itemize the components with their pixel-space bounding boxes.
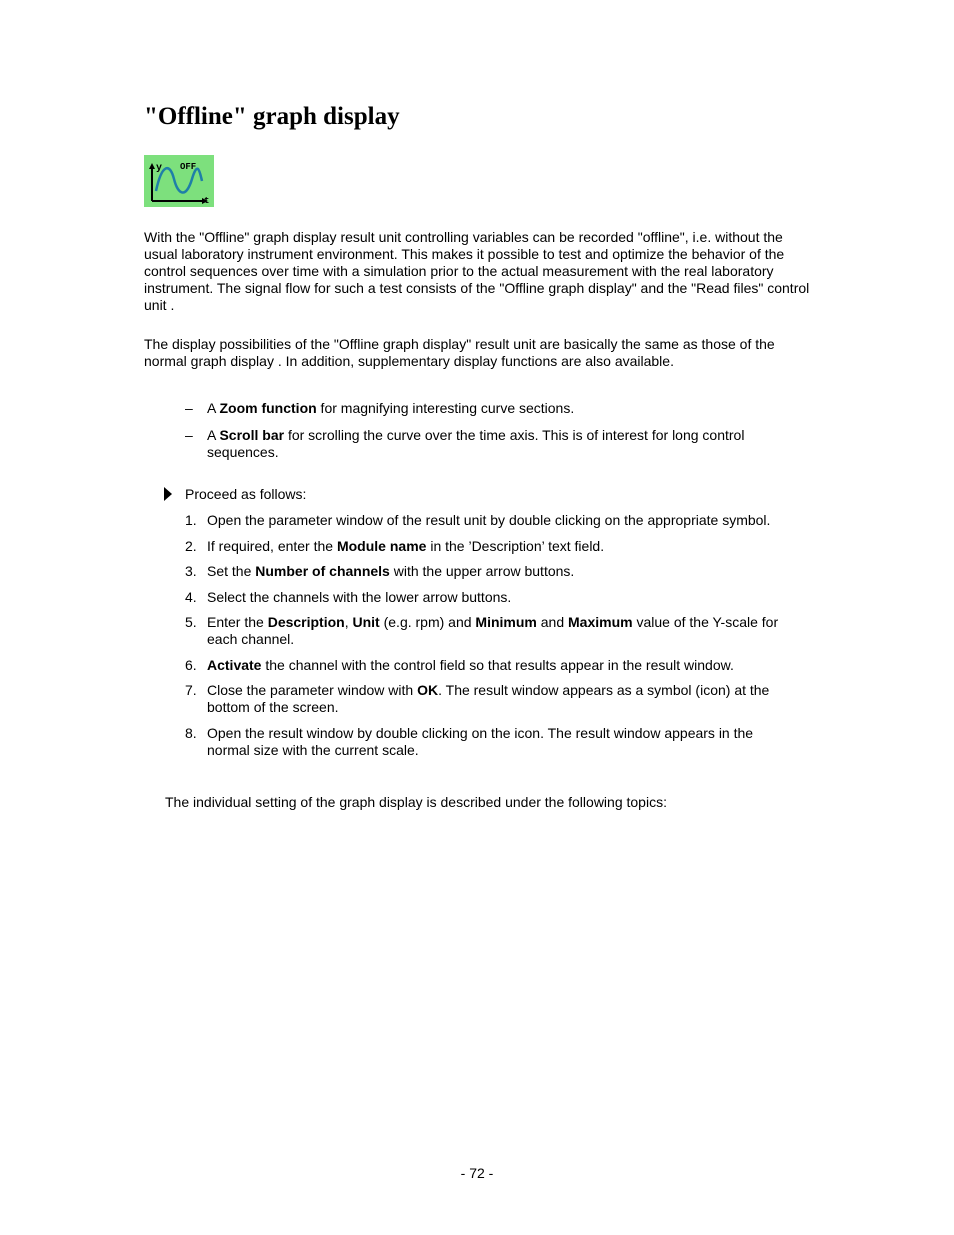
bold-term: Maximum [568, 614, 633, 630]
bold-term: Description [267, 614, 345, 630]
list-item: – A Zoom function for magnifying interesting curve sections. [185, 400, 575, 416]
page-title: "Offline" graph display [144, 103, 400, 130]
svg-text:t: t [204, 196, 210, 206]
step-item: 3. Set the Number of channels with the upper arrow buttons. [185, 563, 575, 579]
svg-text:y: y [156, 163, 163, 174]
step-item: 6. Activate the channel with the control field so that results appear in the result window. [185, 656, 734, 673]
dash-marker: – [185, 400, 193, 416]
feature-list [185, 400, 805, 471]
feature-name: Zoom function [219, 400, 317, 416]
dash-marker: – [185, 427, 193, 443]
step-number: 7. [185, 682, 197, 698]
step-item: 7. Close the parameter window with OK. The result window appears as a symbol (icon) at the bottom of the screen. [185, 682, 770, 715]
step-number: 1. [185, 512, 197, 528]
arrow-right-icon [164, 487, 172, 501]
proceed-line [164, 486, 306, 503]
step-number: 6. [185, 656, 197, 673]
bold-term: Minimum [475, 614, 537, 630]
display-paragraph: The display possibilities of the "Offline graph display" result unit are basically the same as those of the normal graph display . In addition, supplementary display functions are also available. [144, 336, 775, 369]
bold-term: Activate [207, 656, 262, 673]
bold-term: Unit [352, 614, 380, 630]
step-item: 5. Enter the Description, Unit (e.g. rpm) and Minimum and Maximum value of the Y-scale for each channel. [185, 614, 779, 647]
steps-list [185, 512, 795, 767]
step-number: 5. [185, 614, 197, 630]
list-item: – A Scroll bar for scrolling the curve over the time axis. This is of interest for long control sequences. [185, 427, 745, 460]
step-item: 4. Select the channels with the lower arrow buttons. [185, 588, 512, 605]
step-item: 8. Open the result window by double clicking on the icon. The result window appears in the normal size with the current scale. [185, 724, 754, 758]
bold-term: OK [417, 682, 439, 698]
intro-paragraph: With the "Offline" graph display result unit controlling variables can be recorded "offline", i.e. without the usual laboratory instrument environment. This makes it possible to test and optimize the behavior of the control sequences over time with a simulation prior to the actual measurement with the real laboratory instrument. The signal flow for such a test consists of the "Offline graph display" and the "Read files" control unit . [144, 229, 810, 313]
step-number: 3. [185, 563, 197, 579]
svg-text:OFF: OFF [180, 162, 197, 172]
step-number: 8. [185, 724, 197, 741]
bold-term: Number of channels [255, 563, 390, 579]
page-number: - 72 - [460, 1165, 494, 1181]
offline-graph-icon [144, 155, 214, 207]
proceed-label: Proceed as follows: [185, 486, 307, 502]
bold-term: Module name [336, 537, 427, 554]
step-number: 4. [185, 588, 197, 605]
closing-text: The individual setting of the graph display is described under the following topics: [165, 794, 667, 810]
step-number: 2. [185, 537, 197, 554]
feature-name: Scroll bar [219, 427, 285, 443]
step-item: 1. Open the parameter window of the result unit by double clicking on the appropriate symbol. [185, 512, 771, 528]
step-item: 2. If required, enter the Module name in the ’Description’ text field. [185, 537, 605, 554]
